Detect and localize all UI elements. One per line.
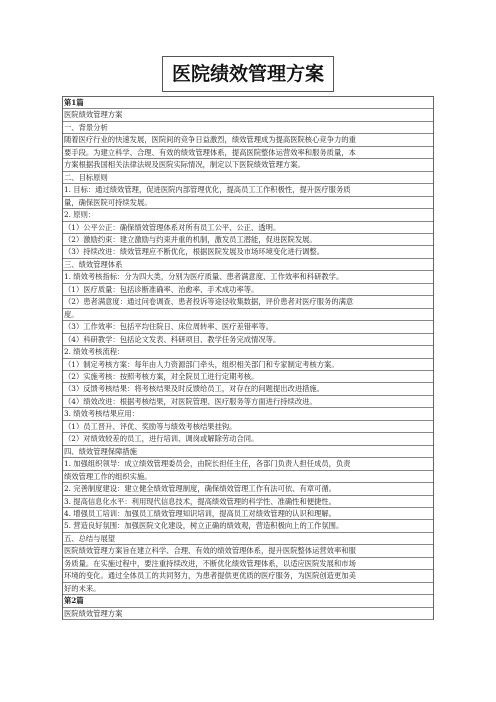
document-line: 4. 增强员工培训：加强员工绩效管理知识培训，提高员工对绩效管理的认识和理解。	[63, 508, 433, 520]
document-line: 5. 营造良好氛围：加强医院文化建设，树立正确的绩效观，营造积极向上的工作氛围。	[63, 520, 433, 532]
document-line: 好的未来。	[63, 583, 433, 595]
document-line: 1. 加强组织领导：成立绩效管理委员会，由院长担任主任，各部门负责人担任成员，负责	[63, 458, 433, 470]
document-line: （2）患者满意度：通过问卷调查、患者投诉等途径收集数据，评价患者对医疗服务的满意	[63, 296, 433, 308]
document-line: （3）反馈考核结果：将考核结果及时反馈给员工，对存在的问题提出改进措施。	[63, 383, 433, 395]
document-title: 医院绩效管理方案	[162, 56, 334, 92]
document-line: （4）科研教学：包括论文发表、科研项目、教学任务完成情况等。	[63, 334, 433, 346]
document-line: 第2篇	[63, 595, 433, 607]
document-line: 2. 原则：	[63, 209, 433, 221]
document-line: 一、背景分析	[63, 122, 433, 134]
document-line: 五、总结与展望	[63, 533, 433, 545]
document-line: 3. 提高信息化水平：利用现代信息技术，提高绩效管理的科学性、准确性和便捷性。	[63, 496, 433, 508]
document-line: （2）激励约束：建立激励与约束并重的机制，激发员工潜能，促进医院发展。	[63, 234, 433, 246]
document-line: （1）医疗质量：包括诊断准确率、治愈率、手术成功率等。	[63, 284, 433, 296]
document-line: 度。	[63, 309, 433, 321]
document-line: 1. 目标：通过绩效管理，促进医院内部管理优化，提高员工工作积极性，提升医疗服务质	[63, 184, 433, 196]
document-line: 四、绩效管理保障措施	[63, 446, 433, 458]
document-line: （4）绩效改进：根据考核结果，对医院管理、医疗服务等方面进行持续改进。	[63, 396, 433, 408]
document-line: （2）实施考核：按照考核方案，对全院员工进行定期考核。	[63, 371, 433, 383]
document-line: 2. 完善制度建设：建立健全绩效管理制度，确保绩效管理工作有法可依、有章可循。	[63, 483, 433, 495]
document-line: 方案根据我国相关法律法规及医院实际情况，制定以下医院绩效管理方案。	[63, 159, 433, 171]
document-line: 1. 绩效考核指标：分为四大类，分别为医疗质量、患者满意度、工作效率和科研教学。	[63, 271, 433, 283]
document-line: 2. 绩效考核流程：	[63, 346, 433, 358]
document-line: （1）制定考核方案：每年由人力资源部门牵头，组织相关部门和专家制定考核方案。	[63, 359, 433, 371]
document-line: 务质量。在实施过程中，要注重持续改进，不断优化绩效管理体系，以适应医院发展和市场	[63, 558, 433, 570]
document-line: 医院绩效管理方案	[63, 608, 433, 620]
document-line: 要手段。为建立科学、合理、有效的绩效管理体系，提高医院整体运营效率和服务质量，本	[63, 147, 433, 159]
document-line: 3. 绩效考核结果应用：	[63, 408, 433, 420]
document-line: 二、目标原则	[63, 172, 433, 184]
document-line: （1）员工晋升、评优、奖励等与绩效考核结果挂钩。	[63, 421, 433, 433]
document-line: 医院绩效管理方案旨在建立科学、合理、有效的绩效管理体系，提升医院整体运营效率和服	[63, 545, 433, 557]
document-line: 量，确保医院可持续发展。	[63, 197, 433, 209]
document-line: 三、绩效管理体系	[63, 259, 433, 271]
document-line: （3）工作效率：包括平均住院日、床位周转率、医疗差错率等。	[63, 321, 433, 333]
document-line: 第1篇	[63, 97, 433, 109]
document-line: 环境的变化。通过全体员工的共同努力，为患者提供更优质的医疗服务，为医院创造更加美	[63, 570, 433, 582]
document-line: （2）对绩效较差的员工，进行培训、调岗或解除劳动合同。	[63, 433, 433, 445]
document-line: 随着医疗行业的快速发展，医院间的竞争日益激烈，绩效管理成为提高医院核心竞争力的重	[63, 134, 433, 146]
document-table	[62, 96, 434, 620]
document-line: （3）持续改进：绩效管理应不断优化，根据医院发展及市场环境变化进行调整。	[63, 246, 433, 258]
document-line: 医院绩效管理方案	[63, 109, 433, 121]
document-line: （1）公平公正：确保绩效管理体系对所有员工公平、公正、透明。	[63, 222, 433, 234]
document-line: 绩效管理工作的组织实施。	[63, 471, 433, 483]
